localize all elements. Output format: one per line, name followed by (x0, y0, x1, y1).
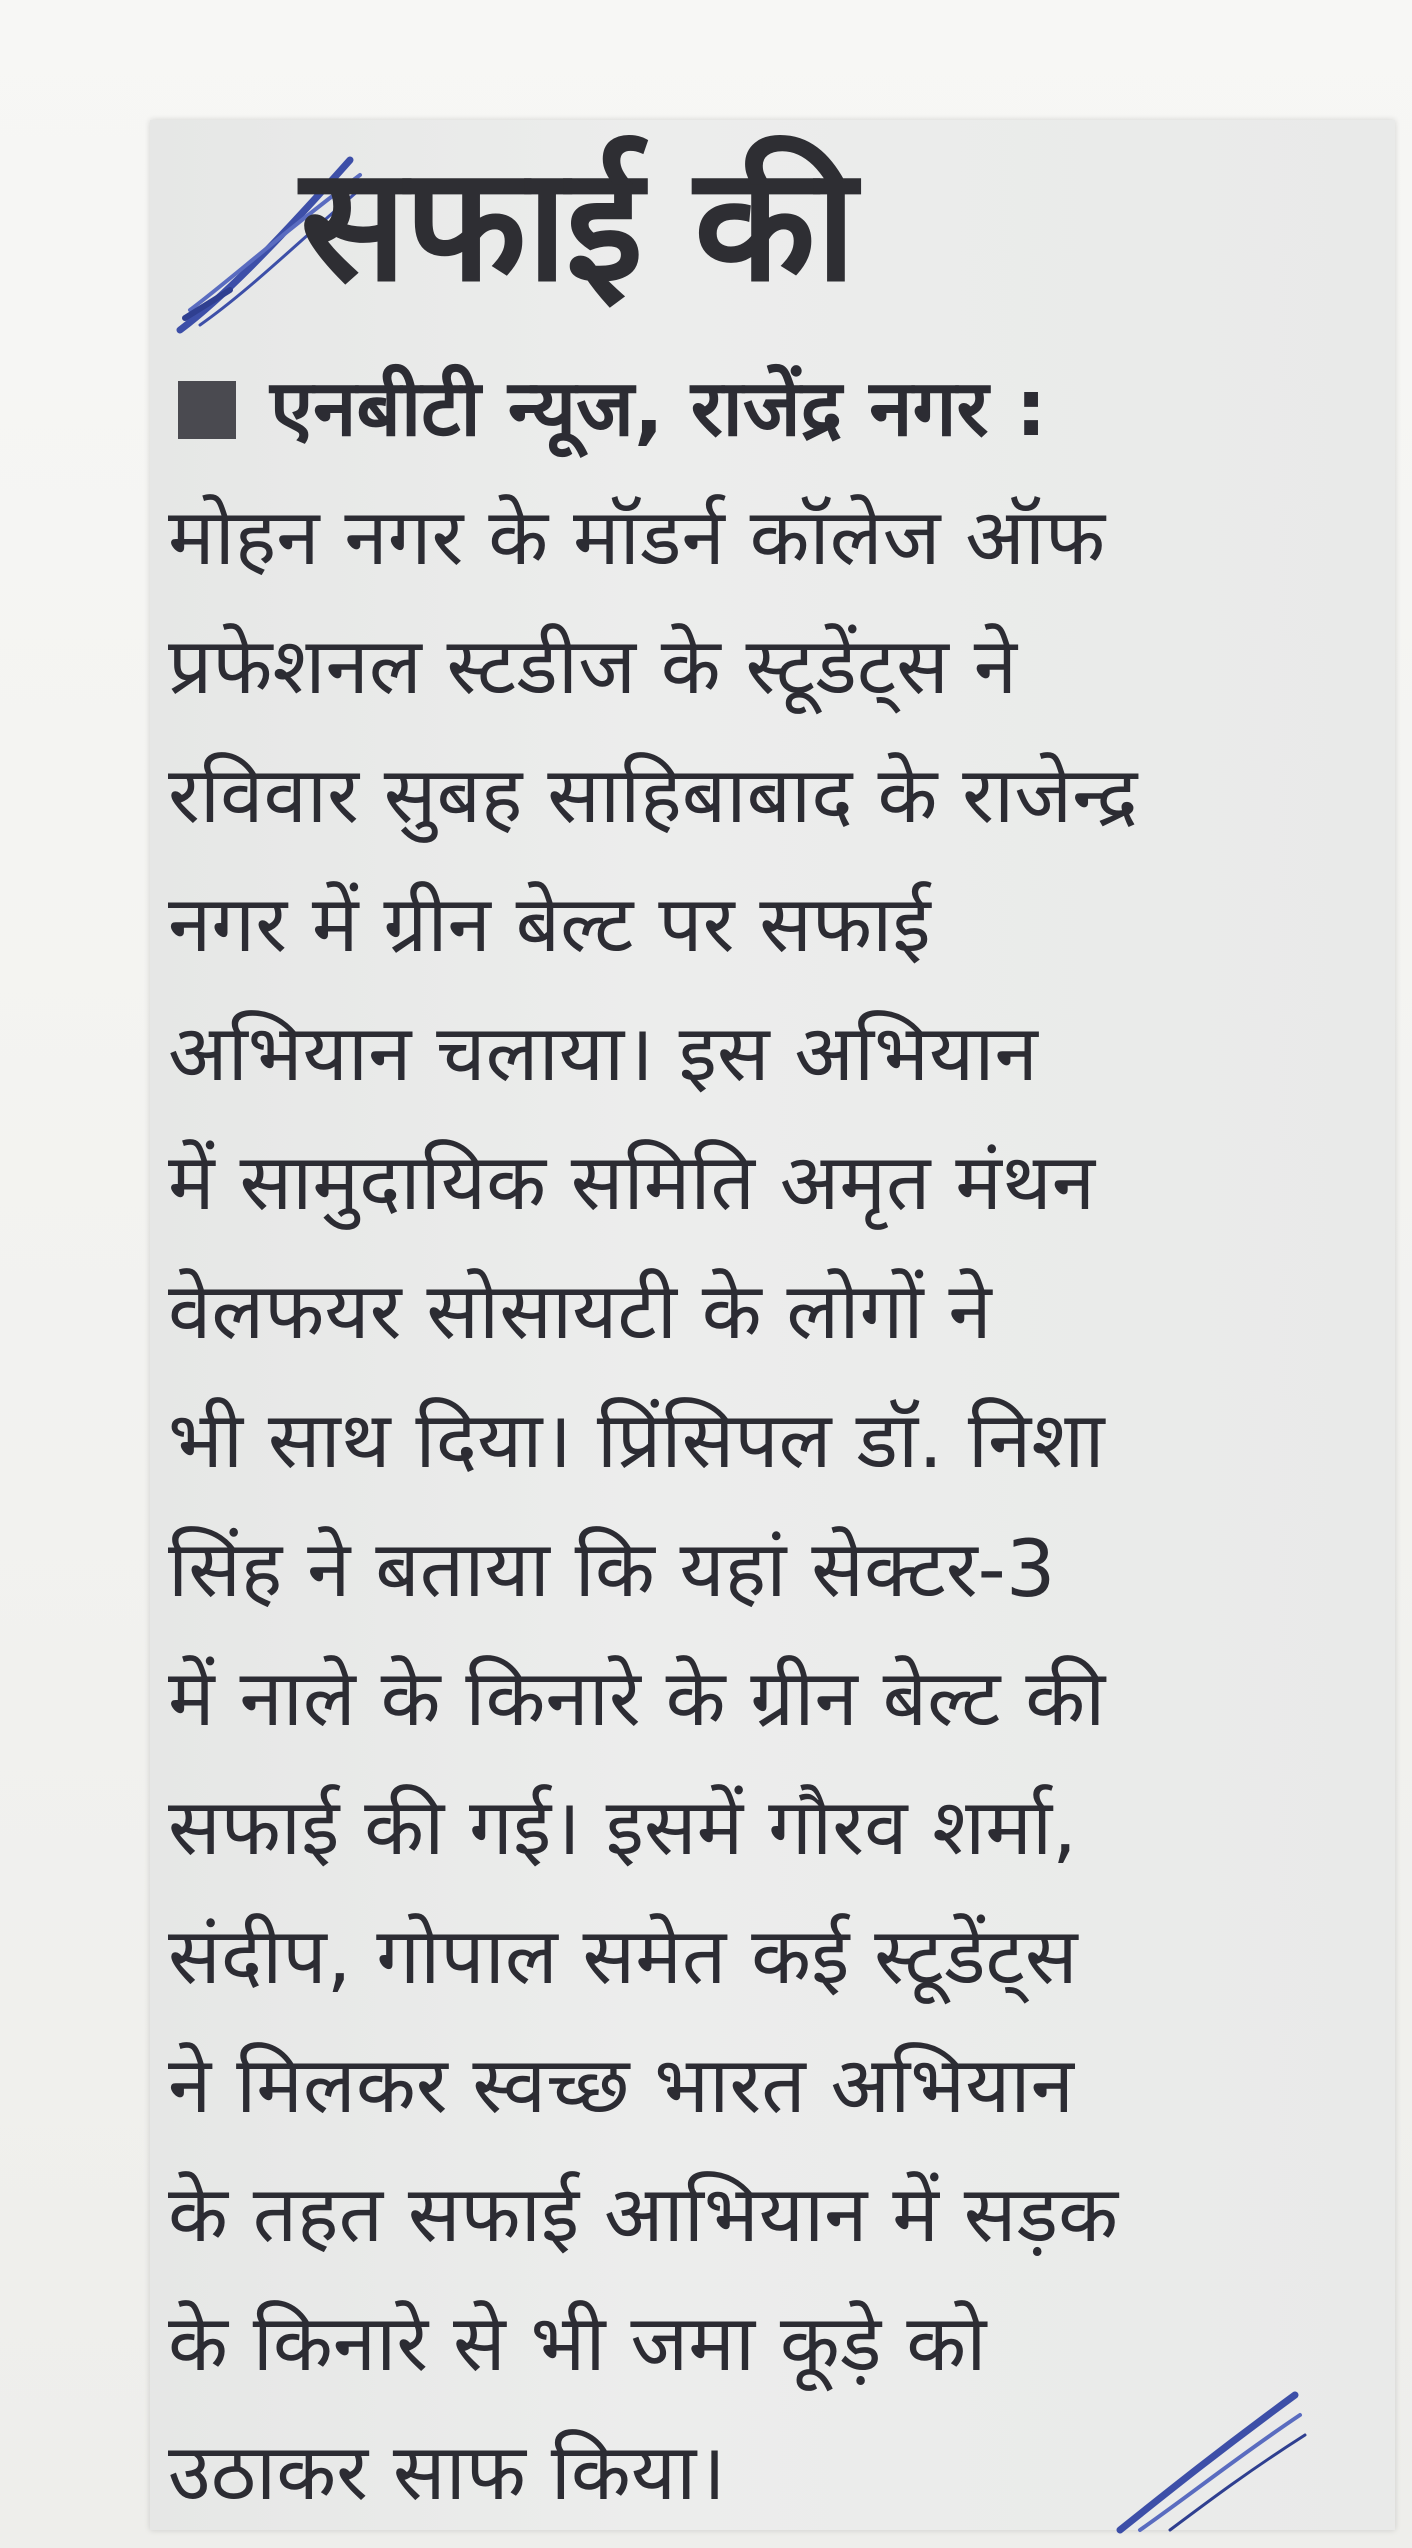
body-line: सिंह ने बताया कि यहां सेक्टर-3 (168, 1525, 1056, 1615)
body-line: भी साथ दिया। प्रिंसिपल डॉ. निशा (168, 1396, 1105, 1486)
body-line: मोहन नगर के मॉडर्न कॉलेज ऑफ (168, 493, 1106, 583)
headline: सफाई की (300, 133, 855, 317)
body-line: ने मिलकर स्वच्छ भारत अभियान (168, 2041, 1074, 2131)
body-line: सफाई की गई। इसमें गौरव शर्मा, (168, 1783, 1077, 1873)
body-line: उठाकर साफ किया। (168, 2428, 726, 2518)
dateline: एनबीटी न्यूज, राजेंद्र नगर : (270, 364, 1047, 454)
bullet-square-icon (178, 381, 236, 439)
dateline-row (168, 345, 1358, 474)
body-line: नगर में ग्रीन बेल्ट पर सफाई (168, 880, 931, 970)
body-line: वेलफयर सोसायटी के लोगों ने (168, 1267, 992, 1357)
body-line: के तहत सफाई आभियान में सड़क (168, 2170, 1119, 2260)
body-line: रविवार सुबह साहिबाबाद के राजेन्द्र (168, 751, 1138, 841)
body-line: में नाले के किनारे के ग्रीन बेल्ट की (168, 1654, 1106, 1744)
body-line: में सामुदायिक समिति अमृत मंथन (168, 1138, 1096, 1228)
body-line: के किनारे से भी जमा कूड़े को (168, 2299, 987, 2389)
body-line: प्रफेशनल स्टडीज के स्टूडेंट्स ने (168, 622, 1017, 712)
article-body (168, 345, 1358, 2518)
body-line: संदीप, गोपाल समेत कई स्टूडेंट्स (168, 1912, 1078, 2002)
body-line: अभियान चलाया। इस अभियान (168, 1009, 1038, 1099)
